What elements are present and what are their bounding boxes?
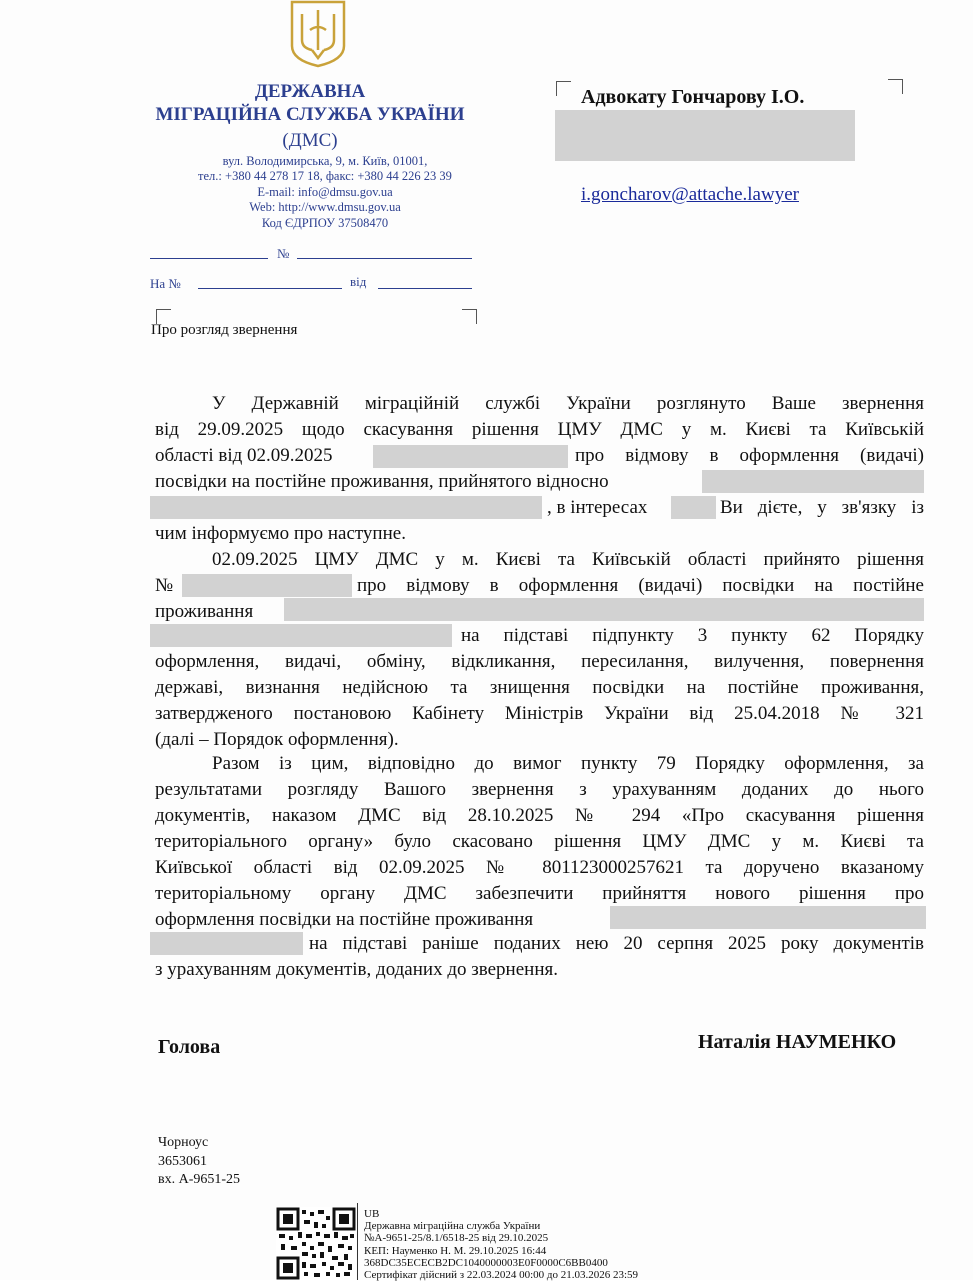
reply-number-label: На № [150, 276, 181, 291]
org-email: E-mail: info@dmsu.gov.ua [257, 185, 393, 199]
reply-date-line [378, 288, 472, 289]
redacted-person-name-2 [284, 598, 924, 621]
body-line: Київської області від 02.09.2025 № 801123000257621 та доручено вказаному [155, 857, 924, 878]
body-line: про відмову в оформлення (видачі) [575, 445, 924, 466]
reply-date-label: від [350, 274, 367, 289]
org-phone: тел.: +380 44 278 17 18, факс: +380 44 226 23 39 [198, 169, 452, 183]
stamp-line: Сертифікат дійсний з 22.03.2024 00:00 до 21.03.2026 23:59 [364, 1269, 639, 1281]
org-web: Web: http://www.dmsu.gov.ua [249, 200, 401, 214]
stamp-line: №А-9651-25/8.1/6518-25 від 29.10.2025 [364, 1232, 549, 1244]
redacted-person-name-3 [610, 906, 926, 929]
signatory-name: Наталія НАУМЕНКО [698, 1031, 897, 1053]
body-line: на підставі підпункту 3 пункту 62 Порядку [461, 625, 924, 646]
body-line: оформлення посвідки на постійне проживання [155, 909, 534, 930]
stamp-line: 368DC35ECECB2DC1040000003E0F0000C6BB0400 [364, 1257, 608, 1269]
stamp-line: UB [364, 1208, 380, 1220]
org-name-line2: МІГРАЦІЙНА СЛУЖБА УКРАЇНИ [155, 104, 465, 125]
body-line: У Державній міграційній службі України розглянуто Ваше звернення [212, 393, 924, 414]
recipient-corner-right [888, 79, 903, 94]
body-line: від 29.09.2025 щодо скасування рішення ЦМУ ДМС у м. Києві та Київській [155, 419, 924, 440]
body-line: затвердженого постановою Кабінету Міністрів України від 25.04.2018 № 321 [155, 703, 924, 724]
body-line: посвідки на постійне проживання, прийнятого відносно [155, 471, 609, 492]
reg-date-line [150, 258, 268, 259]
stamp-line: Державна міграційна служба України [364, 1220, 541, 1232]
executor-name: Чорноус [158, 1135, 209, 1150]
body-line: (далі – Порядок оформлення). [155, 729, 399, 750]
stamp-divider [357, 1203, 358, 1280]
redacted-person-name [702, 470, 924, 493]
subject-corner-right [462, 309, 477, 324]
body-line: документів, наказом ДМС від 28.10.2025 № 294 «Про скасування рішення [155, 805, 924, 826]
redacted-recipient-address [555, 110, 855, 161]
body-line: Ви дієте, у зв'язку із [720, 497, 924, 518]
body-line: з урахуванням документів, доданих до звернення. [155, 959, 558, 980]
body-line: оформлення, видачі, обміну, відкликання, пересилання, вилучення, повернення [155, 651, 924, 672]
subject-line: Про розгляд звернення [151, 322, 298, 338]
body-line: області від 02.09.2025 [155, 445, 333, 466]
body-line: про відмову в оформлення (видачі) посвідки на постійне [357, 575, 924, 596]
trident-emblem-icon [288, 0, 348, 68]
redacted-client [671, 496, 716, 519]
body-line: територіального органу» було скасовано рішення ЦМУ ДМС у м. Києві та [155, 831, 924, 852]
qr-code-icon [276, 1207, 356, 1280]
body-line: державі, визнання недійсною та знищення посвідки на постійне проживання, [155, 677, 924, 698]
recipient-name: Адвокату Гончарову І.О. [581, 86, 805, 108]
reply-number-line [198, 288, 342, 289]
redacted-person-details-3 [150, 932, 303, 955]
body-line: чим інформуємо про наступне. [155, 523, 406, 544]
body-line: , в інтересах [547, 497, 648, 518]
body-line: № [155, 575, 174, 596]
reg-number-line [297, 258, 472, 259]
redacted-person-details-2 [150, 624, 452, 647]
executor-phone: 3653061 [158, 1154, 207, 1169]
redacted-person-details [150, 496, 542, 519]
org-name-line1: ДЕРЖАВНА [254, 81, 366, 102]
body-line: результатами розгляду Вашого звернення з урахуванням доданих до нього [155, 779, 924, 800]
body-line: 02.09.2025 ЦМУ ДМС у м. Києві та Київській області прийнято рішення [212, 549, 924, 570]
reg-number-label: № [277, 246, 290, 261]
org-code: Код ЄДРПОУ 37508470 [261, 216, 389, 230]
body-line: Разом із цим, відповідно до вимог пункту 79 Порядку оформлення, за [212, 753, 924, 774]
body-line: проживання [155, 601, 254, 622]
recipient-corner-left [556, 81, 571, 96]
incoming-number: вх. А-9651-25 [158, 1172, 241, 1187]
body-line: на підставі раніше поданих нею 20 серпня 2025 року документів [309, 933, 924, 954]
signatory-position: Голова [158, 1036, 221, 1058]
stamp-line: КЕП: Науменко Н. М. 29.10.2025 16:44 [364, 1245, 547, 1257]
redacted-decision-number [373, 445, 568, 468]
redacted-decision-number-2 [182, 574, 352, 597]
recipient-email[interactable]: i.goncharov@attache.lawyer [581, 184, 799, 205]
org-address: вул. Володимирська, 9, м. Київ, 01001, [222, 154, 428, 168]
org-abbrev: (ДМС) [282, 130, 338, 151]
body-line: територіальному органу ДМС забезпечити прийняття нового рішення про [155, 883, 924, 904]
